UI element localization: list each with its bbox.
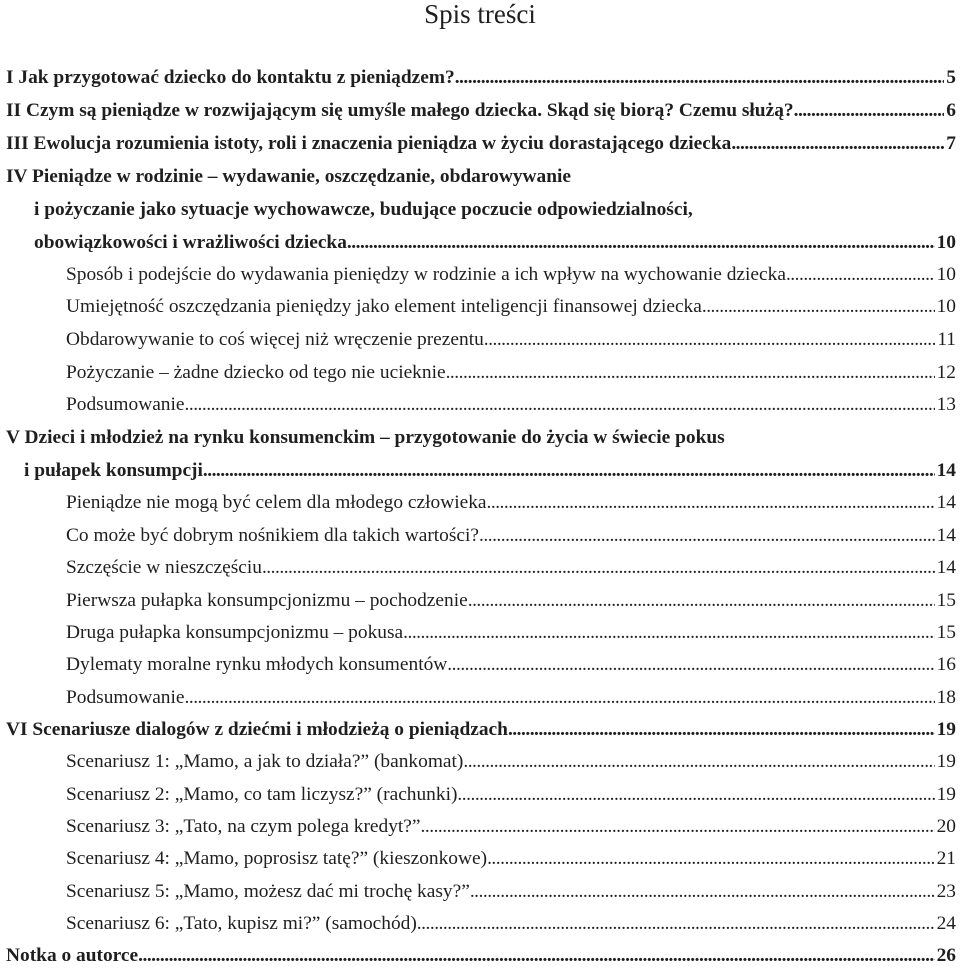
toc-page-number: 10 <box>936 232 956 253</box>
toc-entry-title: Dylematy moralne rynku młodych konsumentów <box>66 654 448 675</box>
dot-leader <box>479 520 935 552</box>
toc-page-number: 20 <box>936 816 956 837</box>
toc-entry-title: Pierwsza pułapka konsumpcjonizmu – pochodzenie <box>66 590 468 611</box>
toc-entry-section[interactable] <box>66 552 956 584</box>
dot-leader <box>786 259 935 291</box>
toc-entry-title: obowiązkowości i wrażliwości dziecka <box>34 232 347 253</box>
toc-page-number: 10 <box>936 296 956 317</box>
toc-entry-chapter-1[interactable] <box>6 62 956 94</box>
dot-leader <box>262 552 935 584</box>
toc-entry-title: Scenariusz 1: „Mamo, a jak to działa?” (bankomat) <box>66 751 464 772</box>
toc-entry-title: Scenariusz 5: „Mamo, możesz dać mi trochę kasy?” <box>66 881 470 902</box>
dot-leader <box>457 779 934 811</box>
toc-entry-title: Scenariusz 4: „Mamo, poprosisz tatę?” (kieszonkowe) <box>66 848 488 869</box>
toc-entry-title: Scenariusz 2: „Mamo, co tam liczysz?” (rachunki) <box>66 784 458 805</box>
toc-page-number: 19 <box>936 751 956 772</box>
toc-entry-title: III Ewolucja rozumienia istoty, roli i znaczenia pieniądza w życiu dorastającego dziecka <box>6 133 732 154</box>
toc-entry-title: Notka o autorce <box>6 945 139 966</box>
dot-leader <box>508 714 935 746</box>
toc-page-number: 5 <box>946 67 956 88</box>
toc-entry-author-note[interactable] <box>6 940 956 972</box>
dot-leader <box>347 227 935 259</box>
toc-entry-section[interactable] <box>66 876 956 908</box>
dot-leader <box>470 876 935 908</box>
toc-page-number: 14 <box>936 557 956 578</box>
toc-entry-title: Podsumowanie <box>66 394 185 415</box>
toc-page-number: 11 <box>937 329 956 350</box>
toc-entry-chapter-4-line-2: i pożyczanie jako sytuacje wychowawcze, budujące poczucie odpowiedzialności, <box>34 199 693 220</box>
toc-entry-title: II Czym są pieniądze w rozwijającym się umyśle małego dziecka. Skąd się biorą? Czemu służą? <box>6 100 794 121</box>
toc-entry-title: Umiejętność oszczędzania pieniędzy jako element inteligencji finansowej dziecka <box>66 296 702 317</box>
toc-entry-section[interactable] <box>66 291 956 323</box>
toc-page-number: 12 <box>936 362 956 383</box>
toc-entry-section[interactable] <box>66 811 956 843</box>
toc-entry-section[interactable] <box>66 585 956 617</box>
toc-entry-section[interactable] <box>66 617 956 649</box>
dot-leader <box>794 95 945 127</box>
toc-entry-title: Druga pułapka konsumpcjonizmu – pokusa <box>66 622 404 643</box>
dot-leader <box>487 843 935 875</box>
toc-entry-section[interactable] <box>66 520 956 552</box>
toc-page-number: 14 <box>936 492 956 513</box>
page-title: Spis treści <box>424 0 536 29</box>
toc-entry-title: Pieniądze nie mogą być celem dla młodego człowieka <box>66 492 487 513</box>
toc-page-number: 19 <box>936 719 956 740</box>
dot-leader <box>455 62 945 94</box>
toc-page-number: 14 <box>936 525 956 546</box>
dot-leader <box>446 357 935 389</box>
toc-entry-chapter-5-line-1: V Dzieci i młodzież na rynku konsumenckim – przygotowanie do życia w świecie pokus <box>6 427 725 448</box>
toc-entry-title: Co może być dobrym nośnikiem dla takich wartości? <box>66 525 480 546</box>
dot-leader <box>731 128 944 160</box>
toc-entry-section[interactable] <box>66 843 956 875</box>
toc-entry-title: Obdarowywanie to coś więcej niż wręczenie prezentu <box>66 329 484 350</box>
toc-entry-chapter-5[interactable] <box>24 455 956 487</box>
dot-leader <box>421 811 935 843</box>
toc-entry-section[interactable] <box>66 259 956 291</box>
toc-entry-section[interactable] <box>66 746 956 778</box>
toc-entry-chapter-2[interactable] <box>6 95 956 127</box>
toc-entry-title: Podsumowanie <box>66 687 185 708</box>
toc-entry-title: Scenariusz 3: „Tato, na czym polega kredyt?” <box>66 816 421 837</box>
toc-page-number: 18 <box>936 687 956 708</box>
dot-leader <box>185 682 935 714</box>
toc-entry-title: VI Scenariusze dialogów z dziećmi i młodzieżą o pieniądzach <box>6 719 508 740</box>
dot-leader <box>702 291 935 323</box>
toc-entry-section[interactable] <box>66 908 956 940</box>
toc-entry-chapter-3[interactable] <box>6 128 956 160</box>
toc-entry-title: Scenariusz 6: „Tato, kupisz mi?” (samochód) <box>66 913 417 934</box>
toc-entry-title: Sposób i podejście do wydawania pieniędzy w rodzinie a ich wpływ na wychowanie dziecka <box>66 264 786 285</box>
toc-entry-section[interactable] <box>66 649 956 681</box>
toc-page-number: 7 <box>946 133 956 154</box>
dot-leader <box>138 940 934 972</box>
toc-page-number: 19 <box>936 784 956 805</box>
dot-leader <box>417 908 935 940</box>
dot-leader <box>403 617 934 649</box>
toc-page-number: 13 <box>936 394 956 415</box>
toc-page-number: 15 <box>936 622 956 643</box>
toc-page-number: 14 <box>936 460 956 481</box>
toc-page-number: 23 <box>936 881 956 902</box>
dot-leader <box>185 389 935 421</box>
toc-entry-section[interactable] <box>66 324 956 356</box>
toc-entry-title: Pożyczanie – żadne dziecko od tego nie ucieknie <box>66 362 446 383</box>
dot-leader <box>468 585 935 617</box>
toc-entry-chapter-4-line-1: IV Pieniądze w rodzinie – wydawanie, oszczędzanie, obdarowywanie <box>6 166 572 187</box>
toc-entry-chapter-4[interactable] <box>34 227 956 259</box>
toc-page-number: 21 <box>936 848 956 869</box>
dot-leader <box>463 746 934 778</box>
toc-entry-title: I Jak przygotować dziecko do kontaktu z pieniądzem? <box>6 67 455 88</box>
dot-leader <box>487 487 935 519</box>
toc-page-number: 15 <box>936 590 956 611</box>
toc-entry-title: i pułapek konsumpcji <box>24 460 203 481</box>
dot-leader <box>203 455 935 487</box>
toc-page-number: 6 <box>946 100 956 121</box>
toc-page-number: 26 <box>936 945 956 966</box>
toc-entry-section[interactable] <box>66 357 956 389</box>
toc-entry-section[interactable] <box>66 389 956 421</box>
toc-page-number: 16 <box>936 654 956 675</box>
dot-leader <box>484 324 936 356</box>
toc-entry-section[interactable] <box>66 682 956 714</box>
toc-page-number: 24 <box>936 913 956 934</box>
dot-leader <box>447 649 934 681</box>
toc-entry-section[interactable] <box>66 779 956 811</box>
toc-page-number: 10 <box>936 264 956 285</box>
toc-entry-section[interactable] <box>66 487 956 519</box>
toc-entry-chapter-6[interactable] <box>6 714 956 746</box>
toc-entry-title: Szczęście w nieszczęściu <box>66 557 262 578</box>
